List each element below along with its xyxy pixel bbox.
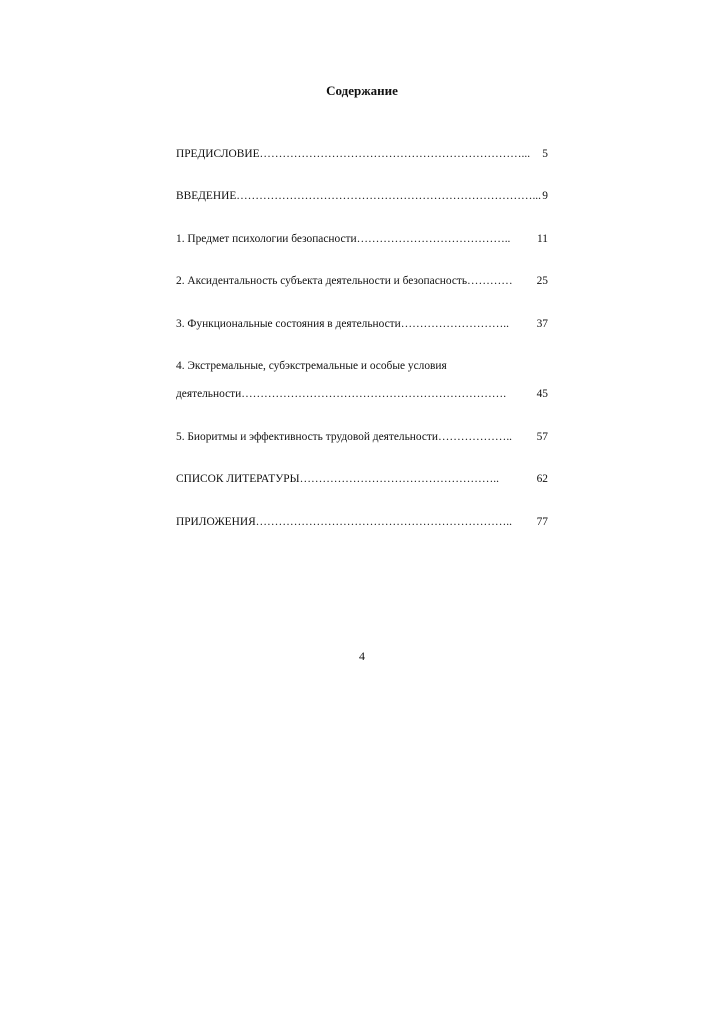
toc-entry-page: 62 xyxy=(536,473,548,485)
toc-entry-text: ПРИЛОЖЕНИЯ………………………………………………………….. xyxy=(176,516,512,528)
toc-entry-text: деятельности……………………………………………………………. xyxy=(176,388,507,400)
toc-entry-text: 4. Экстремальные, субэкстремальные и особые условия xyxy=(176,360,447,372)
page-title: Содержание xyxy=(326,83,398,98)
toc-entry-references xyxy=(176,471,548,487)
toc-entry-page: 9 xyxy=(542,190,548,202)
toc-entry-chapter-5 xyxy=(176,429,548,445)
toc-entry-text: 3. Функциональные состояния в деятельности……………………….. xyxy=(176,318,509,330)
toc-entry-text: 1. Предмет психологии безопасности………………………………….. xyxy=(176,233,511,245)
toc-entry-page: 5 xyxy=(542,148,548,160)
toc-entry-text: СПИСОК ЛИТЕРАТУРЫ…………………………………………….. xyxy=(176,473,499,485)
toc-entry-text: ВВЕДЕНИЕ……………………………………………………………………... xyxy=(176,190,541,202)
toc-entry-text: ПРЕДИСЛОВИЕ……………………………………………………………... xyxy=(176,148,531,160)
toc-entry-chapter-2 xyxy=(176,273,548,289)
toc-entry-page: 25 xyxy=(536,275,548,287)
page-number: 4 xyxy=(359,649,365,663)
toc-entry-appendices xyxy=(176,514,548,530)
toc-entry-page: 57 xyxy=(536,431,548,443)
toc-entry-page: 77 xyxy=(536,516,548,528)
toc-entry-introduction xyxy=(176,188,548,204)
toc-entry-text: 2. Аксидентальность субъекта деятельности и безопасность………… xyxy=(176,275,513,287)
toc-entry-chapter-4-line-1 xyxy=(176,358,548,374)
toc-entry-chapter-1 xyxy=(176,231,548,247)
toc-entry-page: 11 xyxy=(537,233,548,245)
toc-entry-preface xyxy=(176,146,548,162)
toc-entry-chapter-4-line-2 xyxy=(176,386,548,402)
toc-entry-page: 45 xyxy=(536,388,548,400)
toc-entry-page: 37 xyxy=(536,318,548,330)
toc-entry-chapter-3 xyxy=(176,316,548,332)
toc-entry-text: 5. Биоритмы и эффективность трудовой деятельности……………….. xyxy=(176,431,513,443)
